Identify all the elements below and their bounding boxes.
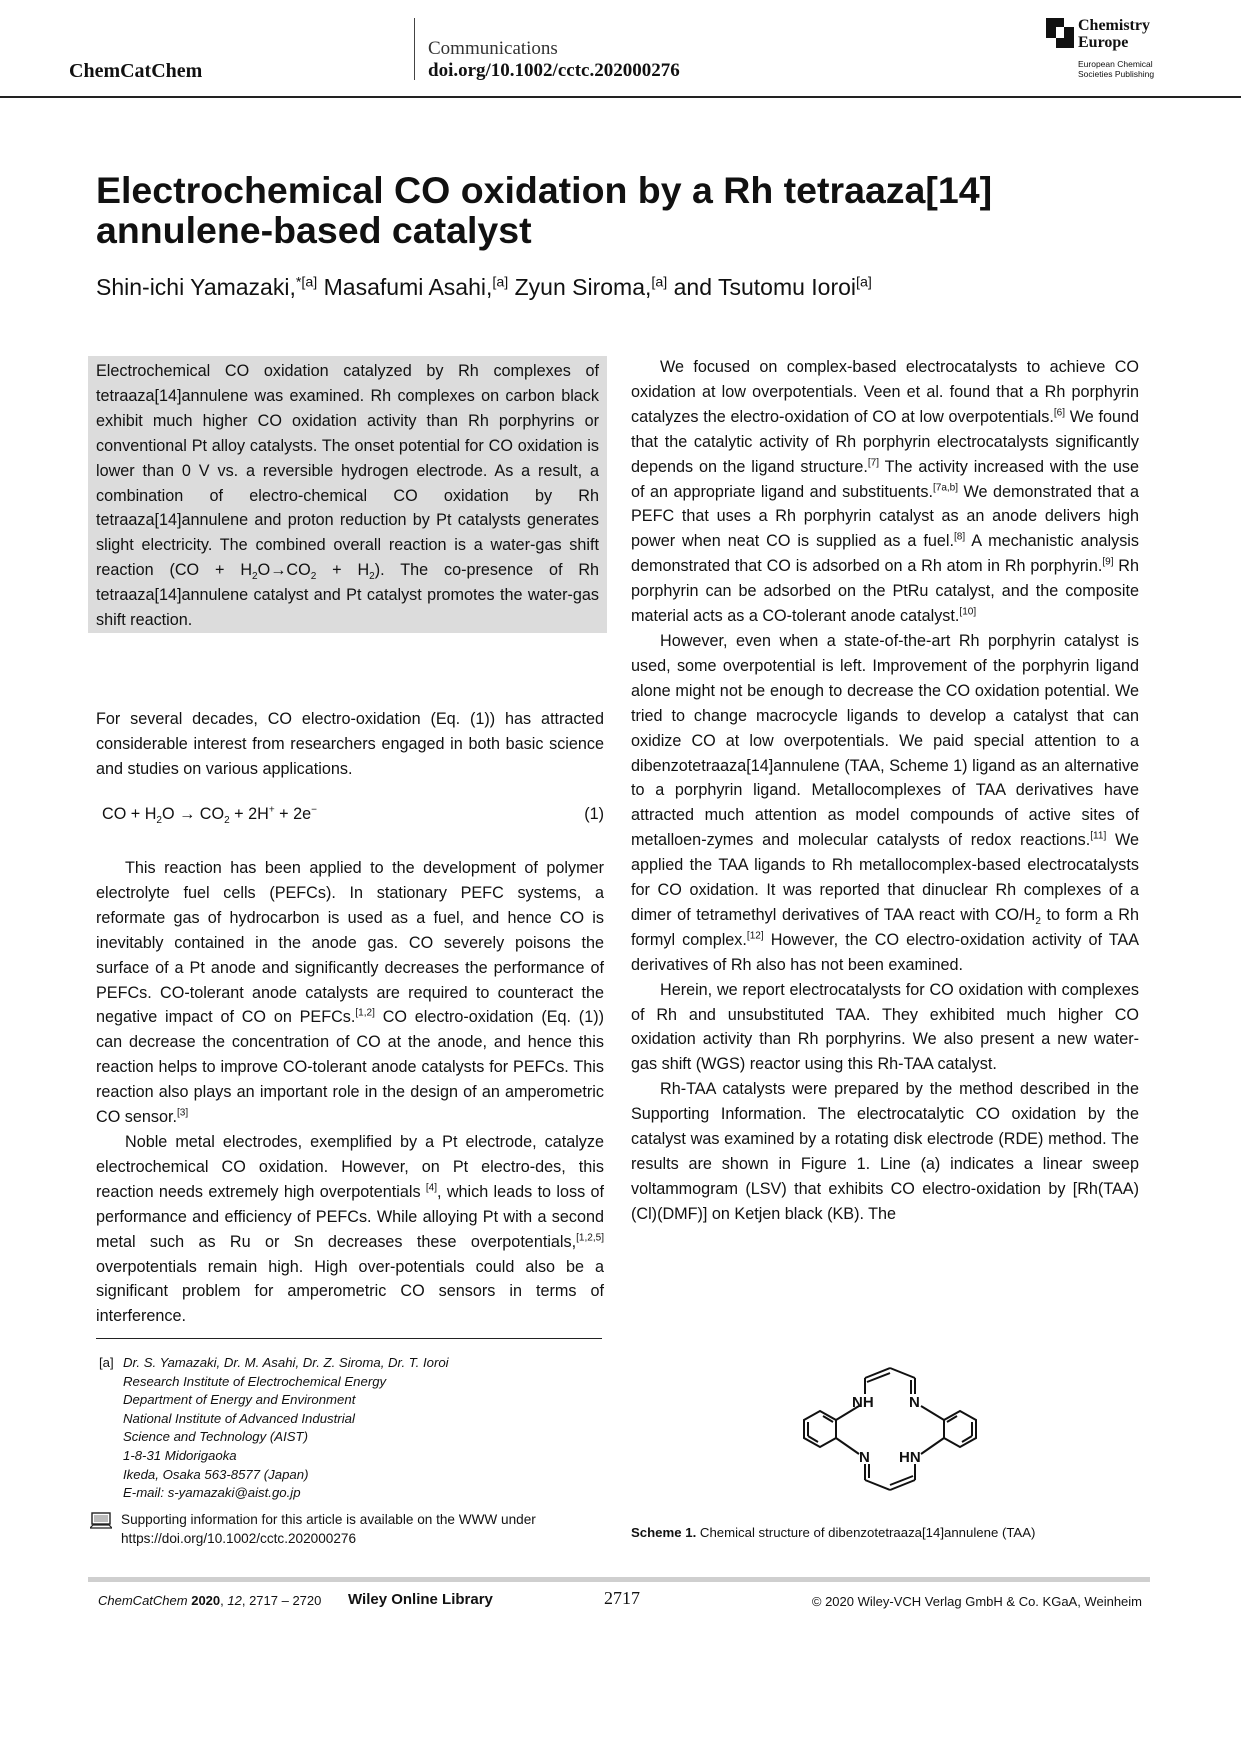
footnote-rule (96, 1338, 602, 1339)
equation-number: (1) (584, 805, 604, 823)
chemistry-europe-logo-icon (1046, 18, 1074, 48)
wiley-online-library-link[interactable]: Wiley Online Library (348, 1591, 493, 1608)
author: Shin-ichi Yamazaki, (96, 274, 296, 300)
taa-bonds (804, 1368, 976, 1490)
supporting-info-link[interactable]: https://doi.org/10.1002/cctc.202000276 (121, 1530, 357, 1546)
header-divider (414, 18, 415, 80)
left-column-body (96, 856, 604, 1329)
citation-line: ChemCatChem 2020, 12, 2717 – 2720 (98, 1593, 322, 1608)
publisher-subtitle: European Chemical Societies Publishing (1078, 59, 1155, 79)
author: Zyun Siroma, (514, 274, 652, 300)
abstract-box (88, 356, 607, 633)
author: and Tsutomu Ioroi (673, 274, 857, 300)
equation-text: CO + $H_2O \to CO_2 + 2H^+ + 2e^-$ (102, 804, 318, 827)
doi-link[interactable]: doi.org/10.1002/cctc.202000276 (428, 60, 680, 81)
atom-label: HN (899, 1449, 921, 1466)
section-label: Communications (428, 38, 558, 59)
left-column-intro (96, 707, 604, 782)
atom-label: NH (852, 1394, 874, 1411)
copyright: © 2020 Wiley-VCH Verlag GmbH & Co. KGaA, Weinheim (811, 1594, 1142, 1609)
citation-link[interactable]: [7a,b] (932, 482, 959, 494)
author-list: Shin-ichi Yamazaki,$^{*[a]}$ Masafumi Asahi,[a] Zyun Siroma,[a] and Tsutomu Ioroi[a] (96, 274, 872, 300)
citation-link[interactable]: [7] (867, 457, 880, 469)
scheme-caption: Scheme 1. Chemical structure of dibenzotetraaza[14]annulene (TAA) (631, 1525, 1036, 1540)
citation-link[interactable]: [1,2,5] (576, 1232, 604, 1244)
affiliation-line: National Institute of Advanced Industrial (123, 1410, 355, 1426)
citation-link[interactable]: [10] (959, 606, 977, 618)
atom-label: N (859, 1449, 870, 1466)
paragraph: Noble metal electrodes, exemplified by a Pt electrode, catalyze electrochemical CO oxidation. However, on Pt electro-des, this reaction needs extremely high overpotentials [4], which leads to loss of performance and efficiency of PEFCs. While alloying Pt with a second metal such as Ru or Sn decreases these overpotentials,[1,2,5] overpotentials remain high. High over-potentials could also be a significant problem for amperometric CO sensors in terms of interference. (96, 1132, 604, 1326)
paragraph: For several decades, CO electro-oxidation (Eq. (1)) has attracted considerable interest from researchers engaged in both basic science and studies on various applications. (96, 710, 604, 778)
publisher-name: Chemistry Europe (1078, 17, 1150, 51)
article-title: Electrochemical CO oxidation by a Rh tetraaza[14] annulene-based catalyst (96, 169, 993, 251)
citation-link[interactable]: [6] (1053, 407, 1065, 419)
paragraph: However, even when a state-of-the-art Rh porphyrin catalyst is used, some overpotential is left. Improvement of the porphyrin ligand alone might not be enough to decrease the CO oxidation potential. We tried to change macrocycle ligands to develop a catalyst that can oxidize CO at low overpotentials. We paid special attention to a dibenzotetraaza[14]annulene (TAA, Scheme 1) ligand as an alternative to a porphyrin ligand. Metallocomplexes of TAA derivatives have attracted much attention as model compounds of active sites of metalloen-zymes and molecular catalysts of redox reactions.[11] We applied the TAA ligands to Rh metallocomplex-based electrocatalysts for CO oxidation. It was reported that dinuclear Rh complexes of a dimer of tetramethyl derivatives of TAA react with $CO/H_2$ to form a Rh formyl complex.[12] However, the CO electro-oxidation activity of TAA derivatives of Rh also has not been examined. (631, 631, 1140, 974)
affiliation-line: Research Institute of Electrochemical Energy (123, 1373, 387, 1389)
citation-link[interactable]: [1,2] (355, 1008, 375, 1020)
citation-link[interactable]: [8] (953, 531, 966, 543)
affiliation-label: [a] (99, 1355, 114, 1370)
citation-link[interactable]: [4] (425, 1182, 438, 1194)
affiliation-line: Science and Technology (AIST) (123, 1429, 308, 1445)
citation-link[interactable]: [9] (1102, 556, 1114, 568)
author: Masafumi Asahi, (323, 274, 493, 300)
abstract-text: Electrochemical CO oxidation catalyzed by Rh complexes of tetraaza[14]annulene was examined. Rh complexes on carbon black exhibit much higher CO oxidation activity than Rh porphyrins or conventional Pt alloy catalysts. The onset potential for CO oxidation is lower than 0 V vs. a reversible hydrogen electrode. As a result, a combination of electro-chemical CO oxidation by Rh tetraaza[14]annulene and proton reduction by Pt catalysts generates slight electricity. The combined overall reaction is a water-gas shift reaction $(CO + H_2O\to CO_2 + H_2)$. The co-presence of Rh tetraaza[14]annulene catalyst and Pt catalyst promotes the water-gas shift reaction. (96, 362, 600, 630)
citation-link[interactable]: [12] (746, 930, 764, 942)
paragraph: Rh-TAA catalysts were prepared by the method described in the Supporting Information. The electrocatalytic CO oxidation by the catalyst was examined by a rotating disk electrode (RDE) method. The results are shown in Figure 1. Line (a) indicates a linear sweep voltammogram (LSV) that exhibits CO electro-oxidation by [Rh(TAA)(Cl)(DMF)] on Ketjen black (KB). The (631, 1080, 1139, 1223)
atom-label: N (909, 1394, 920, 1411)
affiliation-line: Dr. S. Yamazaki, Dr. M. Asahi, Dr. Z. Siroma, Dr. T. Ioroi (123, 1355, 449, 1370)
email-link[interactable]: E-mail: s-yamazaki@aist.go.jp (123, 1485, 301, 1501)
computer-icon (90, 1512, 112, 1530)
footer-rule (88, 1577, 1150, 1582)
affiliation-line: 1-8-31 Midorigaoka (123, 1447, 237, 1463)
header-rule (0, 96, 1241, 98)
affiliation-line: Department of Energy and Environment (123, 1392, 356, 1408)
citation-link[interactable]: [11] (1090, 830, 1107, 842)
right-column-body (631, 355, 1139, 1227)
paragraph: Herein, we report electrocatalysts for CO oxidation with complexes of Rh and unsubstituted TAA. They exhibited much higher CO oxidation activity than Rh porphyrins. We also present a new water-gas shift (WGS) reactor using this Rh-TAA catalyst. (631, 980, 1139, 1074)
scheme-1-taa-structure (795, 1366, 985, 1491)
paragraph: This reaction has been applied to the development of polymer electrolyte fuel cells (PEFCs). In stationary PEFC systems, a reformate gas of hydrocarbon is used as a fuel, and hence CO is inevitably contained in the anode gas. CO severely poisons the surface of a Pt anode and significantly decreases the performance of PEFCs. CO-tolerant anode catalysts are required to counteract the negative impact of CO on PEFCs.[1,2] CO electro-oxidation (Eq. (1)) can decrease the concentration of CO at the anode, and hence this reaction helps to improve CO-tolerant anode catalysts for PEFCs. This reaction also plays an important role in the design of an amperometric CO sensor.[3] (96, 859, 604, 1127)
journal-name: ChemCatChem (69, 60, 203, 82)
citation-link[interactable]: [3] (176, 1107, 189, 1119)
affiliation-line: Ikeda, Osaka 563-8577 (Japan) (123, 1466, 309, 1482)
paragraph: We focused on complex-based electrocatalysts to achieve CO oxidation at low overpotentials. Veen et al. found that a Rh porphyrin catalyzes the electro-oxidation of CO at low overpotentials.[6] We found that the catalytic activity of Rh porphyrin electrocatalysts significantly depends on the ligand structure.[7] The activity increased with the use of an appropriate ligand and substituents.[7a,b] We demonstrated that a PEFC that uses a Rh porphyrin catalyst as an anode delivers high power when neat CO is supplied as a fuel.[8] A mechanistic analysis demonstrated that CO is adsorbed on a Rh atom in Rh porphyrin.[9] Rh porphyrin can be adsorbed on the PtRu catalyst, and the composite material acts as a CO-tolerant anode catalyst.[10] (631, 358, 1140, 626)
page-number: 2717 (604, 1588, 640, 1608)
